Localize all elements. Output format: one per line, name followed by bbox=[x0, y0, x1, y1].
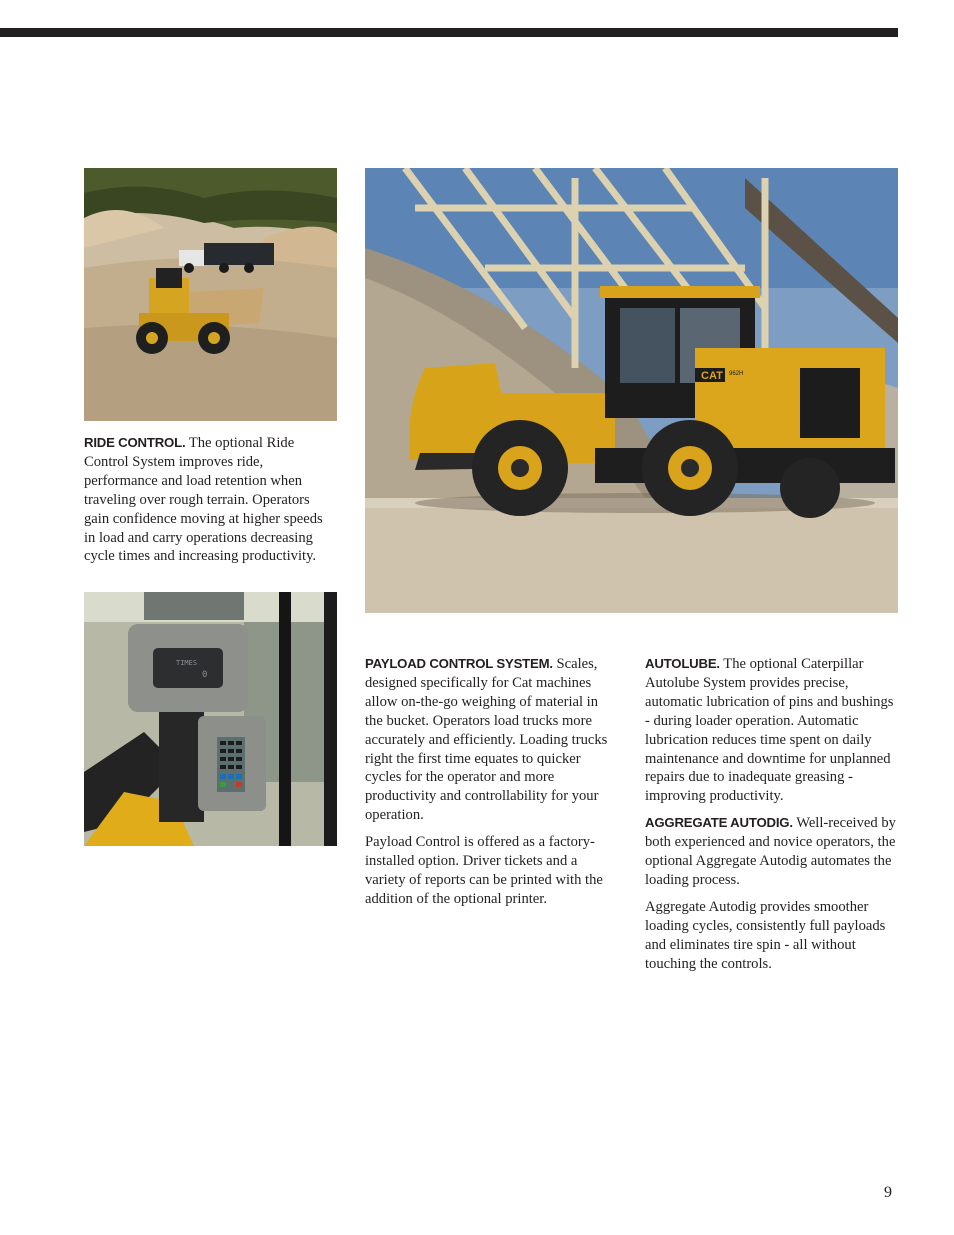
aggregate-autodig-heading: AGGREGATE AUTODIG. bbox=[645, 815, 793, 831]
aggregate-autodig-paragraph bbox=[645, 814, 897, 890]
photo-ride-control bbox=[84, 168, 337, 421]
payload-control-paragraph bbox=[365, 655, 617, 825]
cat-decal: CAT bbox=[701, 370, 723, 382]
ride-control-body: The optional Ride Control System improves ride, performance and load retention when traveling over rough terrain. Operators gain confidence moving at higher speeds in load and carry operations decreasing cycle times and increasing productivity. bbox=[84, 435, 323, 565]
ride-control-section bbox=[84, 434, 337, 574]
photo-payload-display bbox=[84, 592, 337, 846]
model-badge: 962H bbox=[729, 371, 744, 377]
photo-wheel-loader-conveyor bbox=[365, 168, 898, 613]
top-rule bbox=[0, 28, 898, 37]
display-value: 0 bbox=[202, 670, 208, 680]
autolube-body: The optional Caterpillar Autolube System provides precise, automatic lubrication of pins and bushings - during loader operation. Automatic lubrication reduces time spent on daily maintenance and downtime for unplanned repairs due to inadequate greasing - improving productivity. bbox=[645, 656, 894, 805]
autolube-section bbox=[645, 655, 897, 982]
payload-control-paragraph-2: Payload Control is offered as a factory-installed option. Driver tickets and a variety of reports can be printed with the addition of the optional printer. bbox=[365, 834, 603, 907]
payload-control-body: Scales, designed specifically for Cat machines allow on-the-go weighing of material in the bucket. Operators load trucks more accurately and efficiently. Loading trucks right the first time equates to quicker cycles for the operator and more productivity and controllability for your operation. bbox=[365, 656, 608, 824]
display-label: TIMES bbox=[176, 659, 198, 667]
ride-control-paragraph bbox=[84, 434, 337, 566]
ride-control-heading: RIDE CONTROL. bbox=[84, 435, 186, 450]
aggregate-autodig-body: Well-received by both experienced and novice operators, the optional Aggregate Autodig automates the loading process. bbox=[645, 815, 896, 888]
autolube-paragraph bbox=[645, 655, 897, 806]
payload-control-section bbox=[365, 655, 617, 917]
page-number: 9 bbox=[884, 1184, 892, 1201]
autolube-heading: AUTOLUBE. bbox=[645, 656, 720, 671]
payload-control-heading: PAYLOAD CONTROL SYSTEM. bbox=[365, 656, 553, 671]
aggregate-autodig-paragraph-2: Aggregate Autodig provides smoother loading cycles, consistently full payloads and eliminates tire spin - all without touching the controls. bbox=[645, 898, 886, 972]
